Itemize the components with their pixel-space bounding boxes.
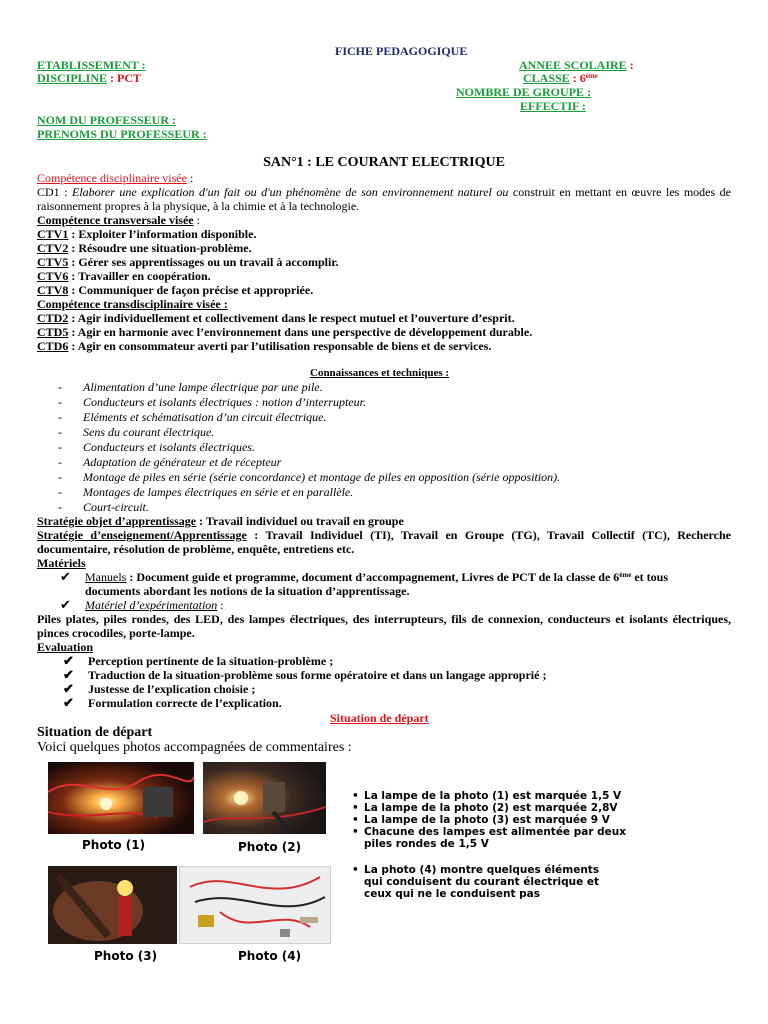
- dash-marker: -: [58, 485, 62, 499]
- list-item-text: Conducteurs et isolants électriques : notion d’interrupteur.: [83, 395, 366, 409]
- classe-value: 6: [579, 71, 586, 85]
- ctd-code: CTD2: [37, 311, 69, 325]
- effectif-label: EFFECTIF :: [520, 99, 586, 113]
- classe-line: [523, 71, 598, 85]
- cd-sep: :: [186, 171, 194, 185]
- groupe-label: NOMBRE DE GROUPE :: [456, 85, 591, 99]
- manuels-text-2: et tous: [631, 570, 668, 584]
- ctv-item: [37, 255, 339, 269]
- connaissances-title: Connaissances et techniques :: [310, 367, 450, 379]
- check-icon: ✔: [60, 569, 71, 584]
- note-text: La lampe de la photo (2) est marquée 2,8V: [364, 802, 618, 814]
- check-icon: ✔: [63, 695, 74, 710]
- prenoms-prof-label: PRENOMS DU PROFESSEUR :: [37, 127, 207, 141]
- page-title: FICHE PEDAGOGIQUE: [335, 44, 468, 58]
- list-item-text: Adaptation de générateur et de récepteur: [83, 455, 282, 469]
- ctv-item: [37, 241, 252, 255]
- strategie-enseignement: [37, 528, 731, 556]
- ctv-heading: [37, 213, 200, 227]
- components-photo-graphic: [180, 867, 330, 943]
- experimentation-label: Matériel d’expérimentation: [85, 598, 218, 612]
- note-line: [352, 838, 626, 850]
- connaissances-list: [58, 380, 560, 515]
- ctd-text: : Agir en consommateur averti par l’utilisation responsable de biens et de services.: [68, 339, 492, 353]
- ctv-item: [37, 269, 211, 283]
- dash-marker: -: [58, 410, 62, 424]
- photo-3-caption: Photo (3): [94, 949, 158, 963]
- note-text: La lampe de la photo (3) est marquée 9 V: [364, 814, 610, 826]
- manuels-label: Manuels: [85, 570, 127, 584]
- list-item: [58, 455, 560, 470]
- dash-marker: -: [58, 425, 62, 439]
- manuels-line-1: [85, 570, 668, 584]
- note-text: Chacune des lampes est alimentée par deux: [364, 826, 627, 838]
- photo-notes-1: [352, 790, 626, 850]
- note-text: ceux qui ne le conduisent pas: [364, 888, 540, 900]
- note-line: [352, 876, 599, 888]
- situation-heading: Situation de départ: [37, 725, 153, 740]
- discipline-value: PCT: [117, 71, 142, 85]
- evaluation-label: Evaluation: [37, 640, 94, 654]
- lamp-photo-graphic: [203, 762, 326, 834]
- list-item: [58, 425, 560, 440]
- check-icon: ✔: [63, 681, 74, 696]
- bullet-icon: •: [352, 790, 359, 802]
- dash-marker: -: [58, 470, 62, 484]
- ctv-text: : Travailler en coopération.: [68, 269, 211, 283]
- list-item: [58, 380, 560, 395]
- evaluation-text: Justesse de l’explication choisie ;: [88, 682, 256, 696]
- cd-label: Compétence disciplinaire visée: [37, 171, 187, 185]
- evaluation-text: Traduction de la situation-problème sous forme opératoire et dans un langage approprié ;: [88, 668, 547, 682]
- list-item-text: Alimentation d’une lampe électrique par une pile.: [83, 380, 323, 394]
- list-item-text: Court-circuit.: [83, 500, 149, 514]
- list-item: [58, 440, 560, 455]
- bullet-icon: •: [352, 802, 359, 814]
- list-item-text: Montages de lampes électriques en série et en parallèle.: [83, 485, 354, 499]
- photo-1-image: [48, 762, 194, 834]
- ctv-sep: :: [193, 213, 200, 227]
- ctv-item: [37, 283, 313, 297]
- ctd-code: CTD6: [37, 339, 69, 353]
- dash-marker: -: [58, 455, 62, 469]
- ctv-label: Compétence transversale visée: [37, 213, 194, 227]
- evaluation-text: Perception pertinente de la situation-problème ;: [88, 654, 334, 668]
- annee-line: [519, 58, 634, 72]
- photo-2-caption: Photo (2): [238, 840, 302, 854]
- list-item-text: Eléments et schématisation d’un circuit électrique.: [83, 410, 327, 424]
- note-text: qui conduisent du courant électrique et: [364, 876, 600, 888]
- note-text: La lampe de la photo (1) est marquée 1,5 V: [364, 790, 622, 802]
- check-icon: ✔: [63, 653, 74, 668]
- ctd-code: CTD5: [37, 325, 69, 339]
- ctv-text: : Exploiter l’information disponible.: [68, 227, 257, 241]
- ctv-text: : Communiquer de façon précise et appropriée.: [68, 283, 314, 297]
- manuels-text-1: : Document guide et programme, document d’accompagnement, Livres de PCT de la classe de 6: [126, 570, 620, 584]
- note-text: La photo (4) montre quelques éléments: [364, 864, 600, 876]
- ctd-label: Compétence transdisciplinaire visée :: [37, 297, 228, 311]
- list-item: [58, 395, 560, 410]
- ctv-code: CTV5: [37, 255, 69, 269]
- ctv-text: : Gérer ses apprentissages ou un travail à accomplir.: [68, 255, 339, 269]
- photo-4-image: [179, 866, 331, 944]
- bullet-icon: •: [352, 826, 359, 838]
- note-text: piles rondes de 1,5 V: [364, 838, 489, 850]
- ctd-item: [37, 339, 491, 353]
- strategie-ens-label: Stratégie d’enseignement/Apprentissage: [37, 528, 247, 542]
- discipline-sep: :: [107, 71, 118, 85]
- lamp-photo-graphic: [48, 762, 194, 834]
- experimentation-line: [85, 598, 224, 612]
- cd-paragraph: [37, 185, 731, 213]
- note-line: [352, 814, 626, 826]
- bullet-icon: •: [352, 864, 359, 876]
- note-line: [352, 864, 599, 876]
- photo-2-image: [203, 762, 326, 834]
- ctd-text: : Agir individuellement et collectivement dans le respect mutuel et l’ouverture d’esprit.: [68, 311, 515, 325]
- list-item: [58, 410, 560, 425]
- ctv-code: CTV6: [37, 269, 69, 283]
- annee-sep: :: [626, 58, 634, 72]
- discipline-line: [37, 71, 141, 85]
- ctv-text: : Résoudre une situation-problème.: [68, 241, 252, 255]
- annee-label: ANNEE SCOLAIRE: [519, 58, 627, 72]
- classe-label: CLASSE: [523, 71, 570, 85]
- list-item: [58, 470, 560, 485]
- photo-3-image: [48, 866, 177, 944]
- photo-1-caption: Photo (1): [82, 838, 146, 852]
- etablissement-label: ETABLISSEMENT :: [37, 58, 146, 72]
- lesson-title: SAN°1 : LE COURANT ELECTRIQUE: [263, 155, 505, 170]
- note-line: [352, 790, 626, 802]
- list-item: [58, 485, 560, 500]
- cd-heading: [37, 171, 193, 185]
- bullet-icon: •: [352, 814, 359, 826]
- lamp-photo-graphic: [48, 866, 177, 944]
- discipline-label: DISCIPLINE: [37, 71, 108, 85]
- strategie-objet: [37, 514, 404, 528]
- note-line: [352, 888, 599, 900]
- check-icon: ✔: [63, 667, 74, 682]
- cd-italic: Elaborer une explication d'un fait ou d'un phénomène de son environnement naturel ou: [72, 185, 509, 199]
- nom-prof-label: NOM DU PROFESSEUR :: [37, 113, 177, 127]
- strategie-objet-label: Stratégie objet d’apprentissage: [37, 514, 197, 528]
- photo-notes-2: [352, 864, 599, 900]
- dash-marker: -: [58, 500, 62, 514]
- list-item-text: Sens du courant électrique.: [83, 425, 215, 439]
- ctd-item: [37, 325, 532, 339]
- strategie-ens-text: : Travail Individuel (TI), Travail en Groupe (TG), Travail Collectif (TC), Recherche documentaire, résolution de problème, enquête, entretiens etc.: [37, 528, 731, 556]
- ctd-text: : Agir en harmonie avec l’environnement dans une perspective de développement durable.: [68, 325, 533, 339]
- list-item-text: Montage de piles en série (série concordance) et montage de piles en opposition (série opposition).: [83, 470, 561, 484]
- evaluation-text: Formulation correcte de l’explication.: [88, 696, 282, 710]
- materiels-label: Matériels: [37, 556, 86, 570]
- check-icon: ✔: [60, 597, 71, 612]
- classe-sep: :: [569, 71, 580, 85]
- note-line: [352, 826, 626, 838]
- strategie-objet-text: : Travail individuel ou travail en groupe: [196, 514, 404, 528]
- situation-intro: Voici quelques photos accompagnées de commentaires :: [37, 740, 352, 755]
- list-item: [58, 500, 560, 515]
- dash-marker: -: [58, 380, 62, 394]
- list-item-text: Conducteurs et isolants électriques.: [83, 440, 255, 454]
- ctv-code: CTV1: [37, 227, 69, 241]
- dash-marker: -: [58, 395, 62, 409]
- ctv-code: CTV2: [37, 241, 69, 255]
- cd-code: CD1 :: [37, 185, 73, 199]
- ctd-item: [37, 311, 515, 325]
- ctv-code: CTV8: [37, 283, 69, 297]
- photo-4-caption: Photo (4): [238, 949, 302, 963]
- classe-sup: ème: [585, 72, 598, 80]
- dash-marker: -: [58, 440, 62, 454]
- cd-rest: construit en mettant en œuvre les modes de raisonnement propres à la physique, à la chimie et à la technologie.: [37, 185, 731, 213]
- manuels-line-2: documents abordant les notions de la situation d’apprentissage.: [85, 584, 410, 598]
- experimentation-sep: :: [217, 598, 224, 612]
- ctv-item: [37, 227, 256, 241]
- note-line: [352, 802, 626, 814]
- situation-center-heading: Situation de départ: [330, 711, 429, 725]
- manuels-sup: ème: [619, 571, 632, 579]
- experimentation-text: Piles plates, piles rondes, des LED, des lampes électriques, des interrupteurs, fils de connexion, conducteurs et isolants électriques, pinces crocodiles, porte-lampe.: [37, 612, 731, 640]
